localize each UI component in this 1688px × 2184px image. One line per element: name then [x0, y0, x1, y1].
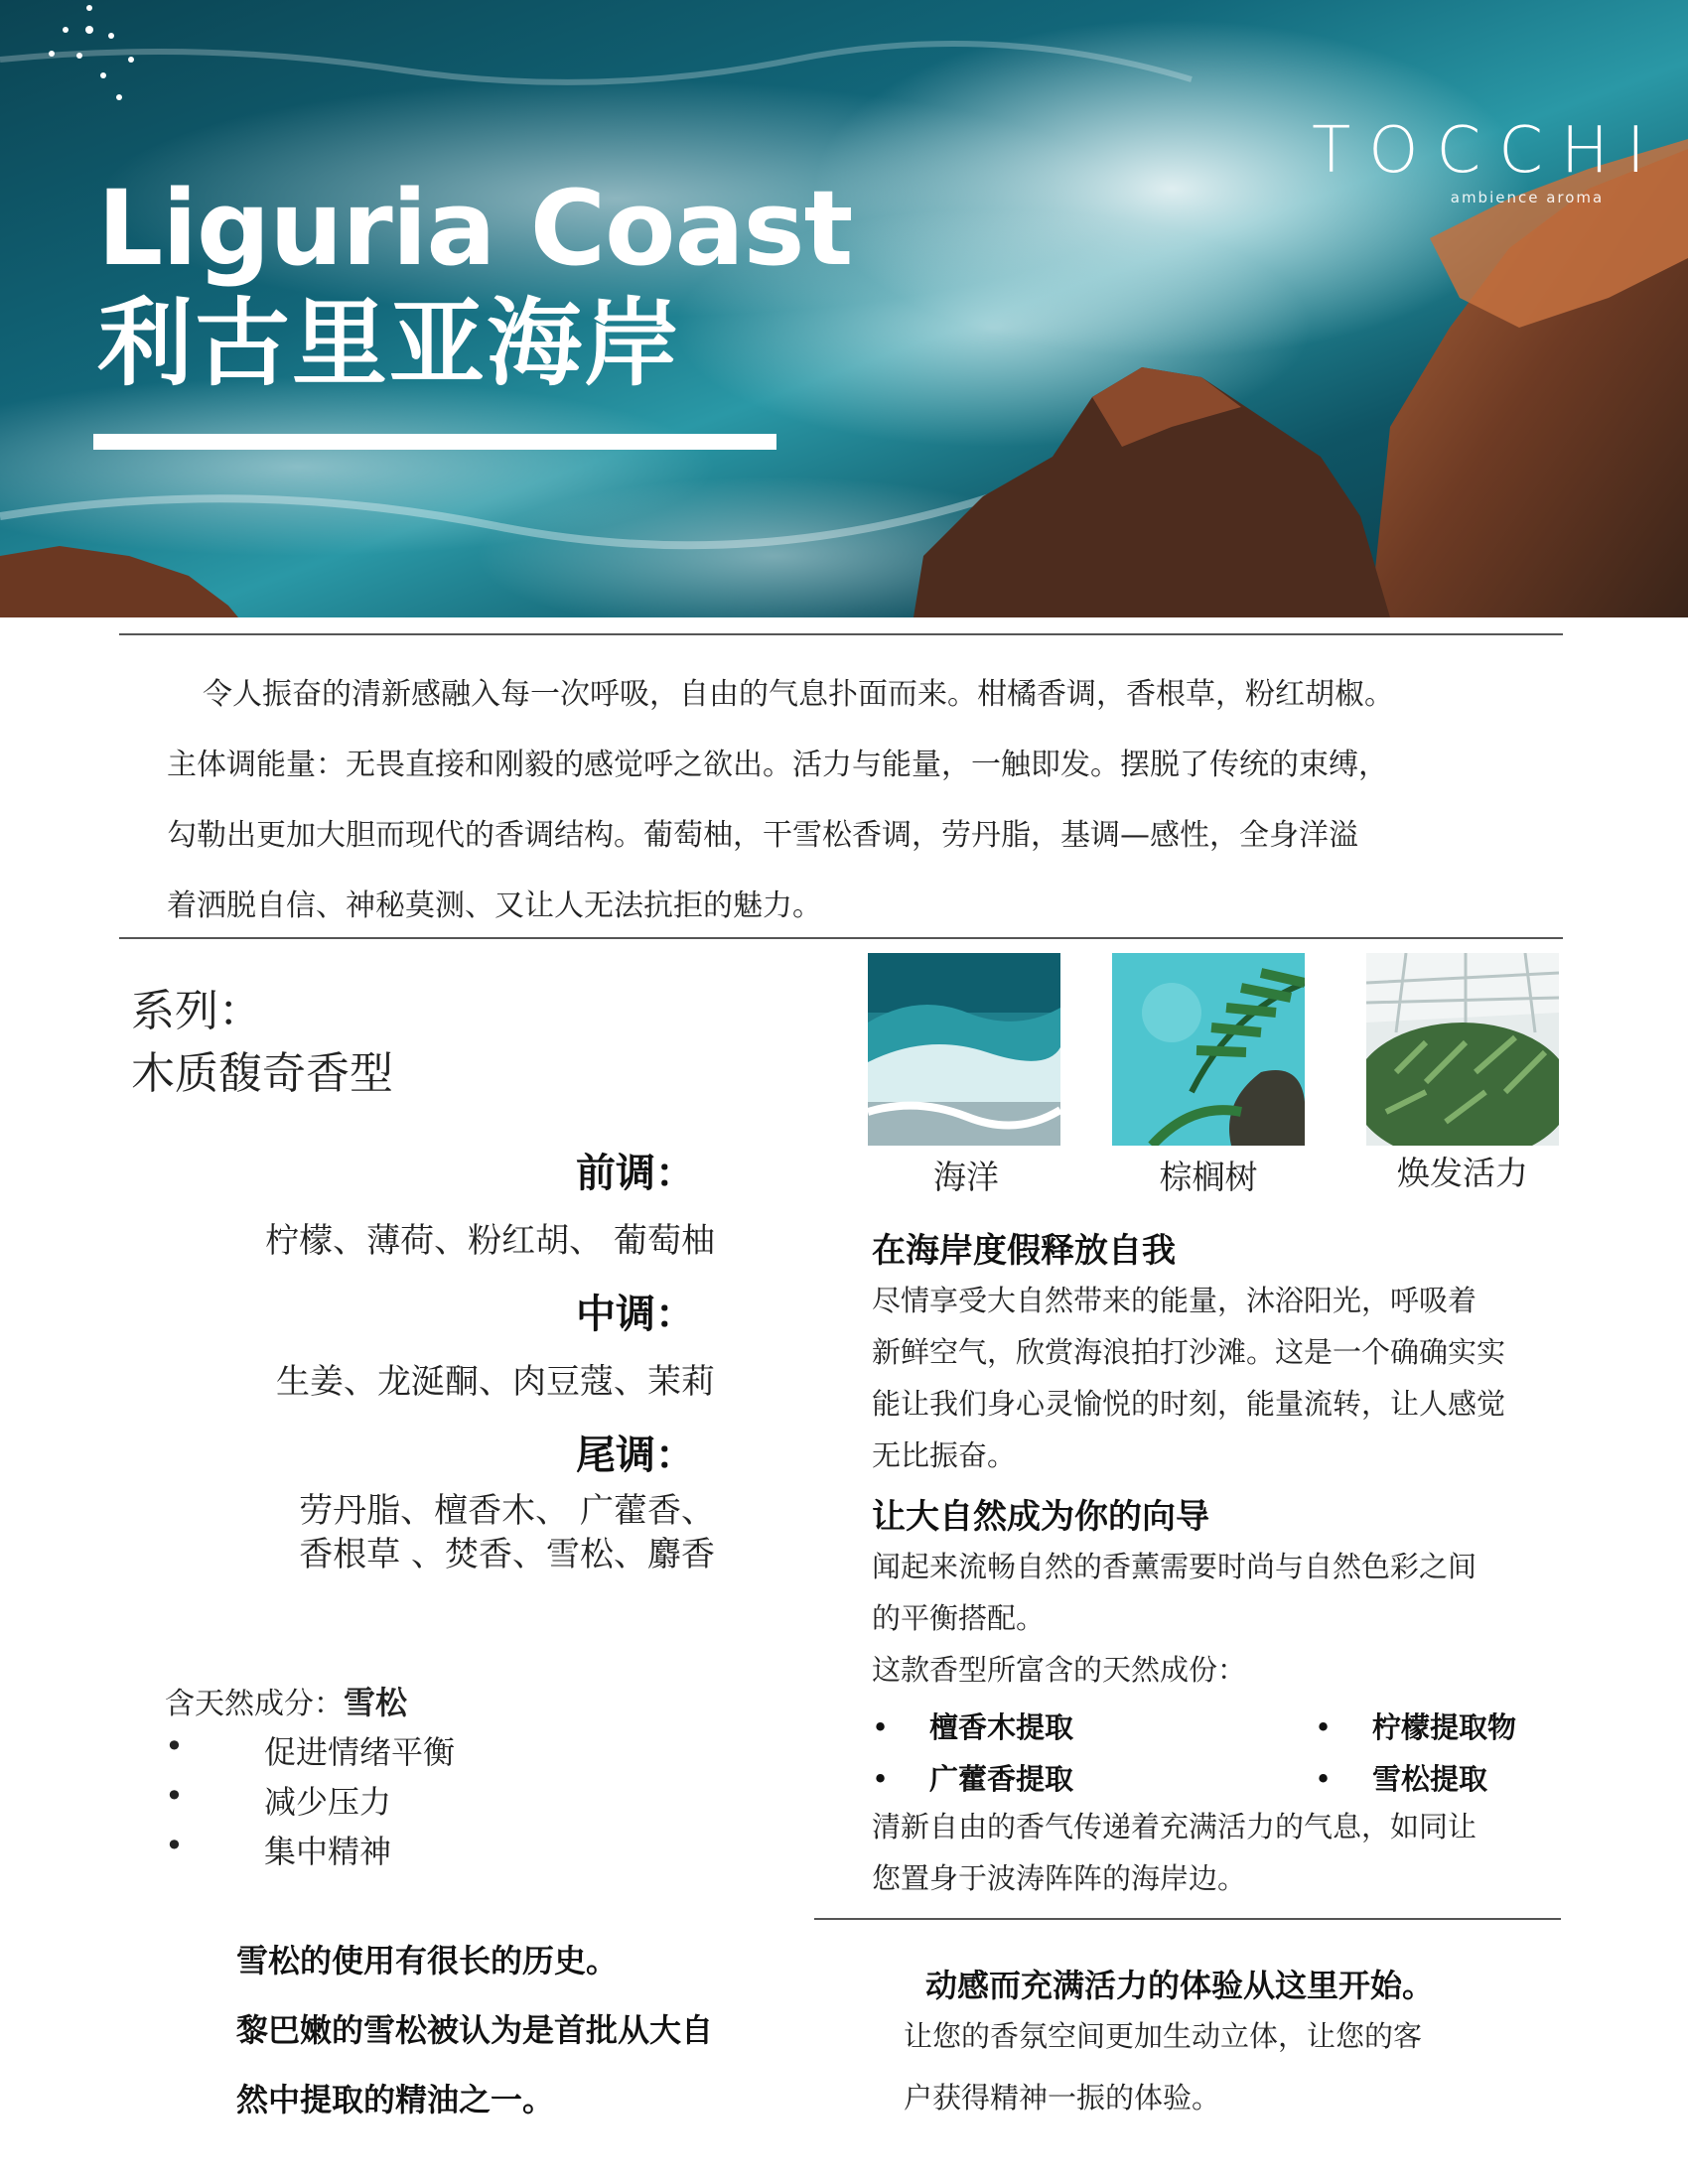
closing-paragraph [904, 2005, 1499, 2128]
intro-line: 主体调能量：无畏直接和刚毅的感觉呼之欲出。活力与能量，一触即发。摆脱了传统的束缚， [167, 748, 1388, 782]
section2-line: 闻起来流畅自然的香薰需要时尚与自然色彩之间 [872, 1550, 1477, 1583]
base-notes-label: 尾调： [576, 1433, 695, 1478]
series-label: 系列： [131, 986, 262, 1036]
section1-line: 尽情享受大自然带来的能量，沐浴阳光，呼吸着 [872, 1284, 1477, 1317]
section2-paragraph [872, 1541, 1567, 1696]
top-notes-label: 前调： [576, 1151, 695, 1196]
hero-title-chinese: 利古里亚海岸 [97, 288, 681, 399]
closing-line: 让您的香氛空间更加生动立体，让您的客 [904, 2019, 1423, 2053]
base-notes-value-line2: 香根草 、焚香、雪松、麝香 [299, 1535, 715, 1574]
brand-logo-dots [0, 0, 159, 109]
ingredient-item [1315, 1757, 1487, 1798]
section1-line: 无比振奋。 [872, 1438, 1017, 1472]
natural-label-text: 含天然成分： [165, 1687, 344, 1721]
section2-closing-line: 您置身于波涛阵阵的海岸边。 [872, 1861, 1247, 1895]
bullet: • [165, 1777, 184, 1815]
section1-line: 能让我们身心灵愉悦的时刻，能量流转，让人感觉 [872, 1387, 1506, 1421]
section2-closing-line: 清新自由的香气传递着充满活力的气息，如同让 [872, 1810, 1477, 1843]
ingredient-item [872, 1706, 1073, 1746]
base-notes-value-line1: 劳丹脂、檀香木、 广藿香、 [299, 1491, 715, 1531]
bullet: • [165, 1827, 184, 1864]
benefit-text: 减少压力 [264, 1783, 392, 1821]
benefit-text: 促进情绪平衡 [264, 1733, 456, 1771]
section2-closing [872, 1801, 1567, 1904]
divider-top [119, 633, 1563, 635]
section2-heading: 让大自然成为你的向导 [872, 1497, 1209, 1537]
brand-tagline: ambience aroma [1450, 189, 1605, 206]
section1-paragraph [872, 1275, 1567, 1481]
intro-line: 着洒脱自信、神秘莫测、又让人无法抗拒的魅力。 [167, 888, 822, 923]
cedar-line: 雪松的使用有很长的历史。 [236, 1942, 619, 1979]
bullet: • [1315, 1762, 1333, 1796]
intro-line: 勾勒出更加大胆而现代的香调结构。葡萄柚，干雪松香调，劳丹脂，基调—感性，全身洋溢 [167, 818, 1358, 853]
bullet: • [872, 1762, 890, 1796]
bullet: • [165, 1727, 184, 1765]
divider-right [814, 1918, 1561, 1920]
bullet: • [1315, 1710, 1333, 1744]
bullet: • [872, 1710, 890, 1744]
section1-line: 新鲜空气，欣赏海浪拍打沙滩。这是一个确确实实 [872, 1335, 1506, 1369]
top-notes-value: 柠檬、薄荷、粉红胡、 葡萄柚 [265, 1221, 715, 1261]
benefit-text: 集中精神 [264, 1833, 392, 1870]
brand-name: TOCCHI [1312, 114, 1663, 188]
section1-heading: 在海岸度假释放自我 [872, 1231, 1176, 1271]
natural-ingredient-label [165, 1678, 407, 1723]
thumbnail-caption: 海洋 [933, 1158, 999, 1196]
ingredient-text: 广藿香提取 [929, 1762, 1074, 1796]
ingredient-text: 柠檬提取物 [1372, 1710, 1517, 1744]
series-value: 木质馥奇香型 [131, 1048, 393, 1099]
ingredient-item [872, 1757, 1073, 1798]
hero-banner [0, 0, 1688, 617]
intro-paragraph [167, 659, 1537, 941]
thumbnail-caption: 焕发活力 [1397, 1154, 1528, 1192]
middle-notes-label: 中调： [576, 1292, 695, 1337]
section2-line: 的平衡搭配。 [872, 1601, 1046, 1635]
closing-heading: 动感而充满活力的体验从这里开始。 [925, 1967, 1435, 2004]
divider-middle [119, 937, 1563, 939]
palm-tree-image [1112, 953, 1305, 1146]
intro-line: 令人振奋的清新感融入每一次呼吸，自由的气息扑面而来。柑橘香调，香根草，粉红胡椒。 [203, 677, 1394, 712]
thumbnail-caption: 棕榈树 [1159, 1158, 1258, 1196]
ingredient-item [1315, 1706, 1516, 1746]
greenhouse-plants-image [1366, 953, 1559, 1146]
cedar-line: 然中提取的精油之一。 [236, 2081, 555, 2118]
natural-ingredient: 雪松 [344, 1684, 408, 1721]
brand-logo [1309, 114, 1666, 206]
hero-title-english: Liguria Coast [97, 168, 853, 289]
title-underline [93, 434, 776, 450]
ingredient-text: 雪松提取 [1372, 1762, 1488, 1796]
section2-line: 这款香型所富含的天然成份： [872, 1653, 1247, 1687]
cedar-line: 黎巴嫩的雪松被认为是首批从大自 [236, 2011, 714, 2049]
ocean-image [868, 953, 1060, 1146]
cedar-history [236, 1926, 713, 2134]
middle-notes-value: 生姜、龙涎酮、肉豆蔻、茉莉 [276, 1362, 715, 1402]
closing-line: 户获得精神一振的体验。 [904, 2081, 1221, 2115]
ingredient-text: 檀香木提取 [929, 1710, 1074, 1744]
